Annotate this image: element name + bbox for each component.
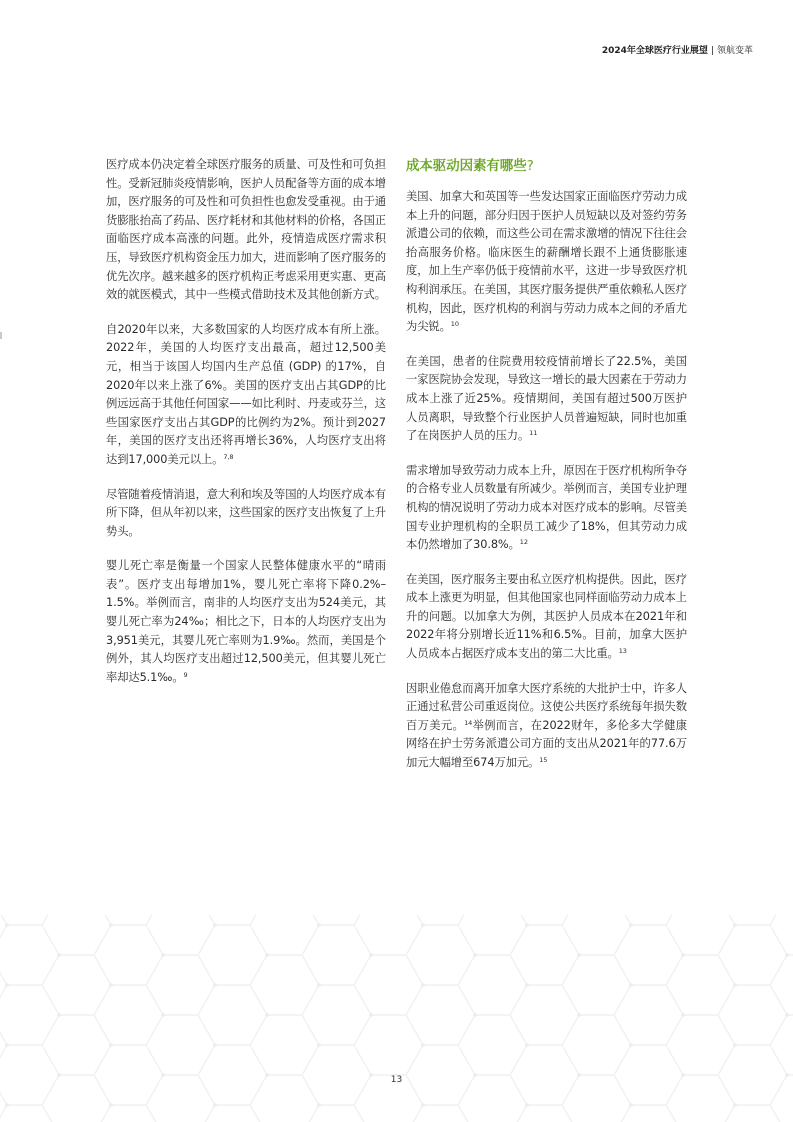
page-header: [602, 43, 753, 56]
paragraph: 因职业倦怠而离开加拿大医疗系统的大批护士中，许多人正通过私营公司重返岗位。这使公共医疗系统每年损失数百万美元。$^{14}$举例而言，在2022财年，多伦多大学健康网络在护士劳务派遣公司方面的支出从2021年的77.6万加元大幅增至674万加元。$^{15}$: [406, 681, 687, 770]
footnote-ref[interactable]: 12: [519, 538, 528, 547]
footnote-ref[interactable]: 15: [539, 756, 548, 765]
left-column: [106, 156, 386, 703]
paragraph: 需求增加导致劳动力成本上升，原因在于医疗机构所争夺的合格专业人员数量有所减少。举例而言，美国专业护理机构的情况说明了劳动力成本对医疗成本的影响。尽管美国专业护理机构的全职员工减少了18%，但其劳动力成本仍然增加了30.8%。$^{12}$: [406, 463, 687, 552]
footnote-ref[interactable]: 11: [529, 429, 538, 438]
footnote-ref[interactable]: 10: [450, 320, 459, 329]
header-separator: |: [710, 46, 714, 56]
page-number: 13: [390, 1075, 403, 1085]
margin-mark: [0, 332, 2, 339]
paragraph: 婴儿死亡率是衡量一个国家人民整体健康水平的“晴雨表”。医疗支出每增加1%，婴儿死亡率将下降0.2%–1.5%。举例而言，南非的人均医疗支出为524美元，其婴儿死亡率为24‰；相比之下，日本的人均医疗支出为3,951美元，其婴儿死亡率则为1.9‰。然而，美国是个例外，其人均医疗支出超过12,500美元，但其婴儿死亡率却达5.1‰。$^9$: [106, 559, 386, 684]
paragraph: 在美国，医疗服务主要由私立医疗机构提供。因此，医疗成本上涨更为明显，但其他国家也同样面临劳动力成本上升的问题。以加拿大为例，其医护人员成本在2021年和2022年将分别增长近11%和6.5%。目前，加拿大医护人员成本占据医疗成本支出的第二大比重。$^{13}$: [406, 572, 687, 661]
footnote-ref[interactable]: 7,8: [223, 452, 234, 461]
report-title: 2024年全球医疗行业展望: [601, 46, 708, 56]
footnote-ref[interactable]: 9: [183, 670, 188, 679]
paragraph: 尽管随着疫情消退，意大利和埃及等国的人均医疗成本有所下降，但从年初以来，这些国家的医疗支出恢复了上升势头。: [106, 487, 386, 538]
report-subtitle: 领航变革: [716, 46, 753, 56]
right-column: [406, 156, 687, 789]
section-title: 成本驱动因素有哪些?: [406, 158, 534, 174]
footnote-ref[interactable]: 14: [464, 718, 473, 727]
paragraph: 美国、加拿大和英国等一些发达国家正面临医疗劳动力成本上升的问题，部分归因于医护人员短缺以及对签约劳务派遣公司的依赖，而这些公司在需求激增的情况下往往会抬高服务价格。临床医生的薪酬增长跟不上通货膨胀速度，加上生产率仍低于疫情前水平，这进一步导致医疗机构利润承压。在美国，其医疗服务提供严重依赖私人医疗机构，因此，医疗机构的利润与劳动力成本之间的矛盾尤为尖锐。$^{10}$: [406, 190, 687, 334]
paragraph: 医疗成本仍决定着全球医疗服务的质量、可及性和可负担性。受新冠肺炎疫情影响，医护人员配备等方面的成本增加，医疗服务的可及性和可负担性也愈发受重视。由于通货膨胀抬高了药品、医疗耗材和其他材料的价格，各国正面临医疗成本高涨的问题。此外，疫情造成医疗需求积压，导致医疗机构资金压力加大，进而影响了医疗服务的优先次序。越来越多的医疗机构正考虑采用更实惠、更高效的就医模式，其中一些模式借助技术及其他创新方式。: [106, 158, 386, 302]
hexagon-pattern: [0, 915, 793, 1122]
question-mark: ?: [526, 158, 534, 174]
footnote-ref[interactable]: 13: [618, 647, 627, 656]
paragraph: 在美国，患者的住院费用较疫情前增长了22.5%，美国一家医院协会发现，导致这一增长的最大因素在于劳动力成本上涨了近25%。疫情期间，美国有超过500万医护人员离职，导致整个行业医护人员普遍短缺，同时也加重了在岗医护人员的压力。$^{11}$: [406, 354, 687, 443]
paragraph: 自2020年以来，大多数国家的人均医疗成本有所上涨。2022年，美国的人均医疗支出最高，超过12,500美元，相当于该国人均国内生产总值 (GDP) 的17%，自2020年以来上涨了6%。美国的医疗支出占其GDP的比例远远高于其他任何国家——如比利时、丹麦或芬兰，这些国家医疗支出占其GDP的比例约为2%。预计到2027年，美国的医疗支出还将再增长36%，人均医疗支出将达到17,000美元以上。$^{7,8}$: [106, 322, 386, 466]
